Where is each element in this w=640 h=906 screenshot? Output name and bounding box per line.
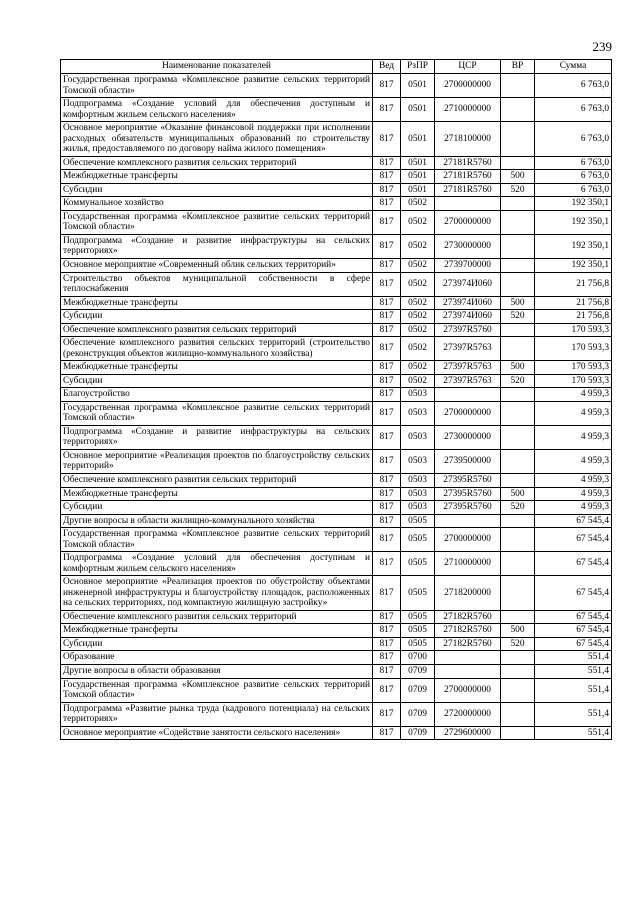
- cell-vr: 500: [501, 361, 535, 375]
- cell-csr: 27397R5763: [435, 374, 501, 388]
- cell-csr: 273974И060: [435, 272, 501, 296]
- cell-sum: 67 545,4: [535, 610, 612, 624]
- cell-vr: [501, 702, 535, 726]
- cell-sum: 170 593,3: [535, 361, 612, 375]
- cell-ved: 817: [373, 449, 401, 473]
- cell-rzpr: 0502: [401, 296, 435, 310]
- cell-ved: 817: [373, 361, 401, 375]
- cell-sum: 6 763,0: [535, 74, 612, 98]
- cell-vr: [501, 474, 535, 488]
- table-row: [61, 624, 612, 638]
- cell-rzpr: 0502: [401, 197, 435, 211]
- cell-sum: 6 763,0: [535, 183, 612, 197]
- table-row: [61, 361, 612, 375]
- cell-ved: 817: [373, 664, 401, 678]
- cell-name: Государственная программа «Комплексное развитие сельских территорий Томской области»: [61, 528, 373, 552]
- cell-csr: 2700000000: [435, 210, 501, 234]
- cell-sum: 170 593,3: [535, 323, 612, 337]
- cell-ved: 817: [373, 726, 401, 740]
- cell-rzpr: 0501: [401, 156, 435, 170]
- cell-vr: 500: [501, 170, 535, 184]
- table-row: [61, 183, 612, 197]
- cell-ved: 817: [373, 210, 401, 234]
- cell-vr: [501, 388, 535, 402]
- cell-name: Межбюджетные трансферты: [61, 487, 373, 501]
- cell-vr: 520: [501, 501, 535, 515]
- cell-vr: [501, 74, 535, 98]
- cell-sum: 21 756,8: [535, 296, 612, 310]
- cell-ved: 817: [373, 702, 401, 726]
- cell-sum: 67 545,4: [535, 552, 612, 576]
- cell-rzpr: 0503: [401, 487, 435, 501]
- cell-name: Подпрограмма «Создание условий для обеспечения доступным и комфортным жильем сельского населения»: [61, 552, 373, 576]
- cell-sum: 192 350,1: [535, 210, 612, 234]
- page-number: 239: [592, 39, 612, 54]
- cell-sum: 170 593,3: [535, 374, 612, 388]
- cell-rzpr: 0709: [401, 664, 435, 678]
- header-rzpr: РзПР: [401, 60, 435, 74]
- cell-rzpr: 0505: [401, 528, 435, 552]
- cell-sum: 4 959,3: [535, 425, 612, 449]
- cell-name: Благоустройство: [61, 388, 373, 402]
- cell-vr: [501, 514, 535, 528]
- table-row: [61, 122, 612, 157]
- table-row: [61, 610, 612, 624]
- cell-name: Обеспечение комплексного развития сельских территорий: [61, 156, 373, 170]
- cell-rzpr: 0502: [401, 337, 435, 361]
- table-row: [61, 197, 612, 211]
- cell-rzpr: 0503: [401, 449, 435, 473]
- cell-rzpr: 0505: [401, 610, 435, 624]
- cell-name: Основное мероприятие «Содействие занятости сельского населения»: [61, 726, 373, 740]
- cell-vr: [501, 197, 535, 211]
- cell-name: Государственная программа «Комплексное развитие сельских территорий Томской области»: [61, 401, 373, 425]
- cell-vr: [501, 337, 535, 361]
- cell-sum: 21 756,8: [535, 272, 612, 296]
- cell-name: Государственная программа «Комплексное развитие сельских территорий Томской области»: [61, 678, 373, 702]
- cell-name: Обеспечение комплексного развития сельских территорий (строительство (реконструкция объектов жилищно-коммунального хозяйства): [61, 337, 373, 361]
- cell-name: Субсидии: [61, 637, 373, 651]
- cell-csr: 2710000000: [435, 98, 501, 122]
- cell-ved: 817: [373, 552, 401, 576]
- cell-csr: 27182R5760: [435, 637, 501, 651]
- cell-rzpr: 0502: [401, 234, 435, 258]
- cell-ved: 817: [373, 310, 401, 324]
- cell-csr: 2739500000: [435, 449, 501, 473]
- cell-vr: 520: [501, 637, 535, 651]
- cell-sum: 67 545,4: [535, 528, 612, 552]
- cell-csr: 2720000000: [435, 702, 501, 726]
- cell-name: Основное мероприятие «Реализация проектов по благоустройству сельских территорий»: [61, 449, 373, 473]
- cell-csr: [435, 664, 501, 678]
- cell-ved: 817: [373, 374, 401, 388]
- table-row: [61, 726, 612, 740]
- cell-sum: 6 763,0: [535, 98, 612, 122]
- table-row: [61, 449, 612, 473]
- table-row: [61, 637, 612, 651]
- cell-vr: [501, 576, 535, 611]
- cell-rzpr: 0505: [401, 576, 435, 611]
- cell-sum: 6 763,0: [535, 156, 612, 170]
- cell-ved: 817: [373, 474, 401, 488]
- cell-csr: 27181R5760: [435, 183, 501, 197]
- table-row: [61, 258, 612, 272]
- table-row: [61, 337, 612, 361]
- cell-csr: 27397R5763: [435, 361, 501, 375]
- cell-ved: 817: [373, 487, 401, 501]
- cell-sum: 551,4: [535, 664, 612, 678]
- cell-vr: [501, 651, 535, 665]
- cell-csr: 27397R5763: [435, 337, 501, 361]
- cell-vr: 520: [501, 310, 535, 324]
- cell-name: Межбюджетные трансферты: [61, 624, 373, 638]
- cell-sum: 192 350,1: [535, 197, 612, 211]
- cell-name: Коммунальное хозяйство: [61, 197, 373, 211]
- cell-rzpr: 0501: [401, 122, 435, 157]
- table-row: [61, 374, 612, 388]
- cell-vr: [501, 234, 535, 258]
- cell-sum: 67 545,4: [535, 624, 612, 638]
- cell-ved: 817: [373, 74, 401, 98]
- cell-csr: 2730000000: [435, 234, 501, 258]
- cell-sum: 6 763,0: [535, 122, 612, 157]
- cell-rzpr: 0503: [401, 501, 435, 515]
- table-row: [61, 487, 612, 501]
- cell-vr: 500: [501, 296, 535, 310]
- cell-csr: 27395R5760: [435, 501, 501, 515]
- cell-ved: 817: [373, 122, 401, 157]
- cell-sum: 192 350,1: [535, 234, 612, 258]
- cell-sum: 21 756,8: [535, 310, 612, 324]
- table-row: [61, 425, 612, 449]
- cell-name: Основное мероприятие «Оказание финансовой поддержки при исполнении расходных обязательств муниципальных образований по строительству жилья, предоставляемого по договору найма жилого помещения»: [61, 122, 373, 157]
- cell-vr: 520: [501, 374, 535, 388]
- cell-rzpr: 0505: [401, 637, 435, 651]
- cell-name: Обеспечение комплексного развития сельских территорий: [61, 474, 373, 488]
- cell-sum: 551,4: [535, 678, 612, 702]
- cell-sum: 4 959,3: [535, 449, 612, 473]
- table-row: [61, 401, 612, 425]
- table-row: [61, 272, 612, 296]
- cell-csr: 273974И060: [435, 310, 501, 324]
- cell-name: Субсидии: [61, 374, 373, 388]
- cell-name: Основное мероприятие «Современный облик сельских территорий»: [61, 258, 373, 272]
- cell-vr: 500: [501, 487, 535, 501]
- cell-ved: 817: [373, 501, 401, 515]
- table-row: [61, 651, 612, 665]
- table-body: [61, 74, 612, 740]
- cell-ved: 817: [373, 234, 401, 258]
- cell-rzpr: 0502: [401, 272, 435, 296]
- cell-csr: [435, 197, 501, 211]
- cell-sum: 4 959,3: [535, 388, 612, 402]
- cell-name: Обеспечение комплексного развития сельских территорий: [61, 610, 373, 624]
- cell-name: Государственная программа «Комплексное развитие сельских территорий Томской области»: [61, 74, 373, 98]
- cell-ved: 817: [373, 272, 401, 296]
- cell-csr: 2739700000: [435, 258, 501, 272]
- cell-rzpr: 0709: [401, 702, 435, 726]
- cell-name: Другие вопросы в области жилищно-коммунального хозяйства: [61, 514, 373, 528]
- cell-rzpr: 0502: [401, 210, 435, 234]
- cell-ved: 817: [373, 528, 401, 552]
- cell-vr: 520: [501, 183, 535, 197]
- cell-rzpr: 0502: [401, 323, 435, 337]
- cell-ved: 817: [373, 388, 401, 402]
- cell-ved: 817: [373, 183, 401, 197]
- cell-name: Подпрограмма «Создание условий для обеспечения доступным и комфортным жильем сельского населения»: [61, 98, 373, 122]
- table-row: [61, 170, 612, 184]
- cell-csr: 2700000000: [435, 678, 501, 702]
- cell-rzpr: 0501: [401, 74, 435, 98]
- cell-sum: 67 545,4: [535, 576, 612, 611]
- cell-csr: 2700000000: [435, 74, 501, 98]
- header-name: Наименование показателей: [61, 60, 373, 74]
- cell-name: Другие вопросы в области образования: [61, 664, 373, 678]
- cell-sum: 551,4: [535, 651, 612, 665]
- table-row: [61, 156, 612, 170]
- cell-csr: 2710000000: [435, 552, 501, 576]
- cell-ved: 817: [373, 514, 401, 528]
- cell-csr: [435, 514, 501, 528]
- cell-rzpr: 0502: [401, 361, 435, 375]
- cell-sum: 4 959,3: [535, 501, 612, 515]
- cell-ved: 817: [373, 610, 401, 624]
- cell-ved: 817: [373, 678, 401, 702]
- table-row: [61, 678, 612, 702]
- cell-rzpr: 0503: [401, 425, 435, 449]
- cell-name: Межбюджетные трансферты: [61, 296, 373, 310]
- cell-vr: [501, 449, 535, 473]
- cell-ved: 817: [373, 337, 401, 361]
- cell-csr: [435, 388, 501, 402]
- cell-vr: 500: [501, 624, 535, 638]
- cell-name: Государственная программа «Комплексное развитие сельских территорий Томской области»: [61, 210, 373, 234]
- cell-vr: [501, 98, 535, 122]
- cell-vr: [501, 664, 535, 678]
- cell-vr: [501, 528, 535, 552]
- cell-sum: 6 763,0: [535, 170, 612, 184]
- cell-csr: 2730000000: [435, 425, 501, 449]
- cell-vr: [501, 156, 535, 170]
- cell-csr: 27397R5760: [435, 323, 501, 337]
- cell-rzpr: 0501: [401, 170, 435, 184]
- table-row: [61, 702, 612, 726]
- cell-ved: 817: [373, 637, 401, 651]
- cell-sum: 4 959,3: [535, 401, 612, 425]
- cell-name: Подпрограмма «Создание и развитие инфраструктуры на сельских территориях»: [61, 425, 373, 449]
- cell-name: Основное мероприятие «Реализация проектов по обустройству объектами инженерной инфраструктуры и благоустройству площадок, расположенных на сельских территориях, под компактную жилищную застройку»: [61, 576, 373, 611]
- cell-rzpr: 0502: [401, 258, 435, 272]
- cell-rzpr: 0505: [401, 624, 435, 638]
- cell-name: Строительство объектов муниципальной собственности в сфере теплоснабжения: [61, 272, 373, 296]
- cell-name: Межбюджетные трансферты: [61, 361, 373, 375]
- cell-vr: [501, 726, 535, 740]
- cell-ved: 817: [373, 156, 401, 170]
- table-row: [61, 514, 612, 528]
- table-row: [61, 664, 612, 678]
- cell-rzpr: 0709: [401, 726, 435, 740]
- cell-rzpr: 0503: [401, 401, 435, 425]
- cell-csr: 2700000000: [435, 528, 501, 552]
- cell-csr: 2700000000: [435, 401, 501, 425]
- cell-ved: 817: [373, 258, 401, 272]
- cell-name: Подпрограмма «Создание и развитие инфраструктуры на сельских территориях»: [61, 234, 373, 258]
- table-header-row: [61, 60, 612, 74]
- cell-vr: [501, 552, 535, 576]
- cell-rzpr: 0709: [401, 678, 435, 702]
- table-row: [61, 296, 612, 310]
- table-row: [61, 474, 612, 488]
- cell-csr: 27182R5760: [435, 610, 501, 624]
- cell-vr: [501, 258, 535, 272]
- header-sum: Сумма: [535, 60, 612, 74]
- cell-vr: [501, 122, 535, 157]
- cell-name: Образование: [61, 651, 373, 665]
- cell-name: Подпрограмма «Развитие рынка труда (кадрового потенциала) на сельских территориях»: [61, 702, 373, 726]
- cell-name: Субсидии: [61, 310, 373, 324]
- cell-name: Обеспечение комплексного развития сельских территорий: [61, 323, 373, 337]
- table-row: [61, 98, 612, 122]
- cell-ved: 817: [373, 197, 401, 211]
- cell-csr: 27395R5760: [435, 474, 501, 488]
- cell-csr: 27395R5760: [435, 487, 501, 501]
- table-row: [61, 576, 612, 611]
- cell-csr: 273974И060: [435, 296, 501, 310]
- cell-sum: 192 350,1: [535, 258, 612, 272]
- header-csr: ЦСР: [435, 60, 501, 74]
- cell-sum: 170 593,3: [535, 337, 612, 361]
- cell-ved: 817: [373, 425, 401, 449]
- budget-table: [60, 59, 612, 740]
- cell-name: Межбюджетные трансферты: [61, 170, 373, 184]
- table-row: [61, 310, 612, 324]
- cell-ved: 817: [373, 651, 401, 665]
- cell-rzpr: 0503: [401, 474, 435, 488]
- table-row: [61, 323, 612, 337]
- cell-sum: 551,4: [535, 726, 612, 740]
- cell-sum: 67 545,4: [535, 514, 612, 528]
- cell-csr: 2718200000: [435, 576, 501, 611]
- cell-rzpr: 0700: [401, 651, 435, 665]
- cell-name: Субсидии: [61, 501, 373, 515]
- header-vr: ВР: [501, 60, 535, 74]
- cell-sum: 67 545,4: [535, 637, 612, 651]
- table-row: [61, 528, 612, 552]
- table-row: [61, 234, 612, 258]
- cell-vr: [501, 272, 535, 296]
- cell-csr: 27181R5760: [435, 170, 501, 184]
- cell-ved: 817: [373, 98, 401, 122]
- cell-vr: [501, 323, 535, 337]
- table-row: [61, 210, 612, 234]
- cell-vr: [501, 610, 535, 624]
- cell-rzpr: 0501: [401, 98, 435, 122]
- cell-vr: [501, 425, 535, 449]
- cell-csr: [435, 651, 501, 665]
- header-ved: Вед: [373, 60, 401, 74]
- cell-ved: 817: [373, 401, 401, 425]
- table-row: [61, 388, 612, 402]
- cell-vr: [501, 678, 535, 702]
- cell-csr: 2729600000: [435, 726, 501, 740]
- table-row: [61, 74, 612, 98]
- cell-rzpr: 0502: [401, 310, 435, 324]
- cell-rzpr: 0505: [401, 552, 435, 576]
- cell-vr: [501, 210, 535, 234]
- cell-csr: 27181R5760: [435, 156, 501, 170]
- cell-sum: 4 959,3: [535, 474, 612, 488]
- table-row: [61, 552, 612, 576]
- table-row: [61, 501, 612, 515]
- cell-ved: 817: [373, 624, 401, 638]
- cell-ved: 817: [373, 170, 401, 184]
- cell-rzpr: 0503: [401, 388, 435, 402]
- cell-sum: 4 959,3: [535, 487, 612, 501]
- cell-ved: 817: [373, 296, 401, 310]
- cell-csr: 2718100000: [435, 122, 501, 157]
- cell-rzpr: 0501: [401, 183, 435, 197]
- cell-rzpr: 0505: [401, 514, 435, 528]
- cell-sum: 551,4: [535, 702, 612, 726]
- cell-ved: 817: [373, 323, 401, 337]
- cell-ved: 817: [373, 576, 401, 611]
- cell-vr: [501, 401, 535, 425]
- cell-name: Субсидии: [61, 183, 373, 197]
- cell-csr: 27182R5760: [435, 624, 501, 638]
- cell-rzpr: 0502: [401, 374, 435, 388]
